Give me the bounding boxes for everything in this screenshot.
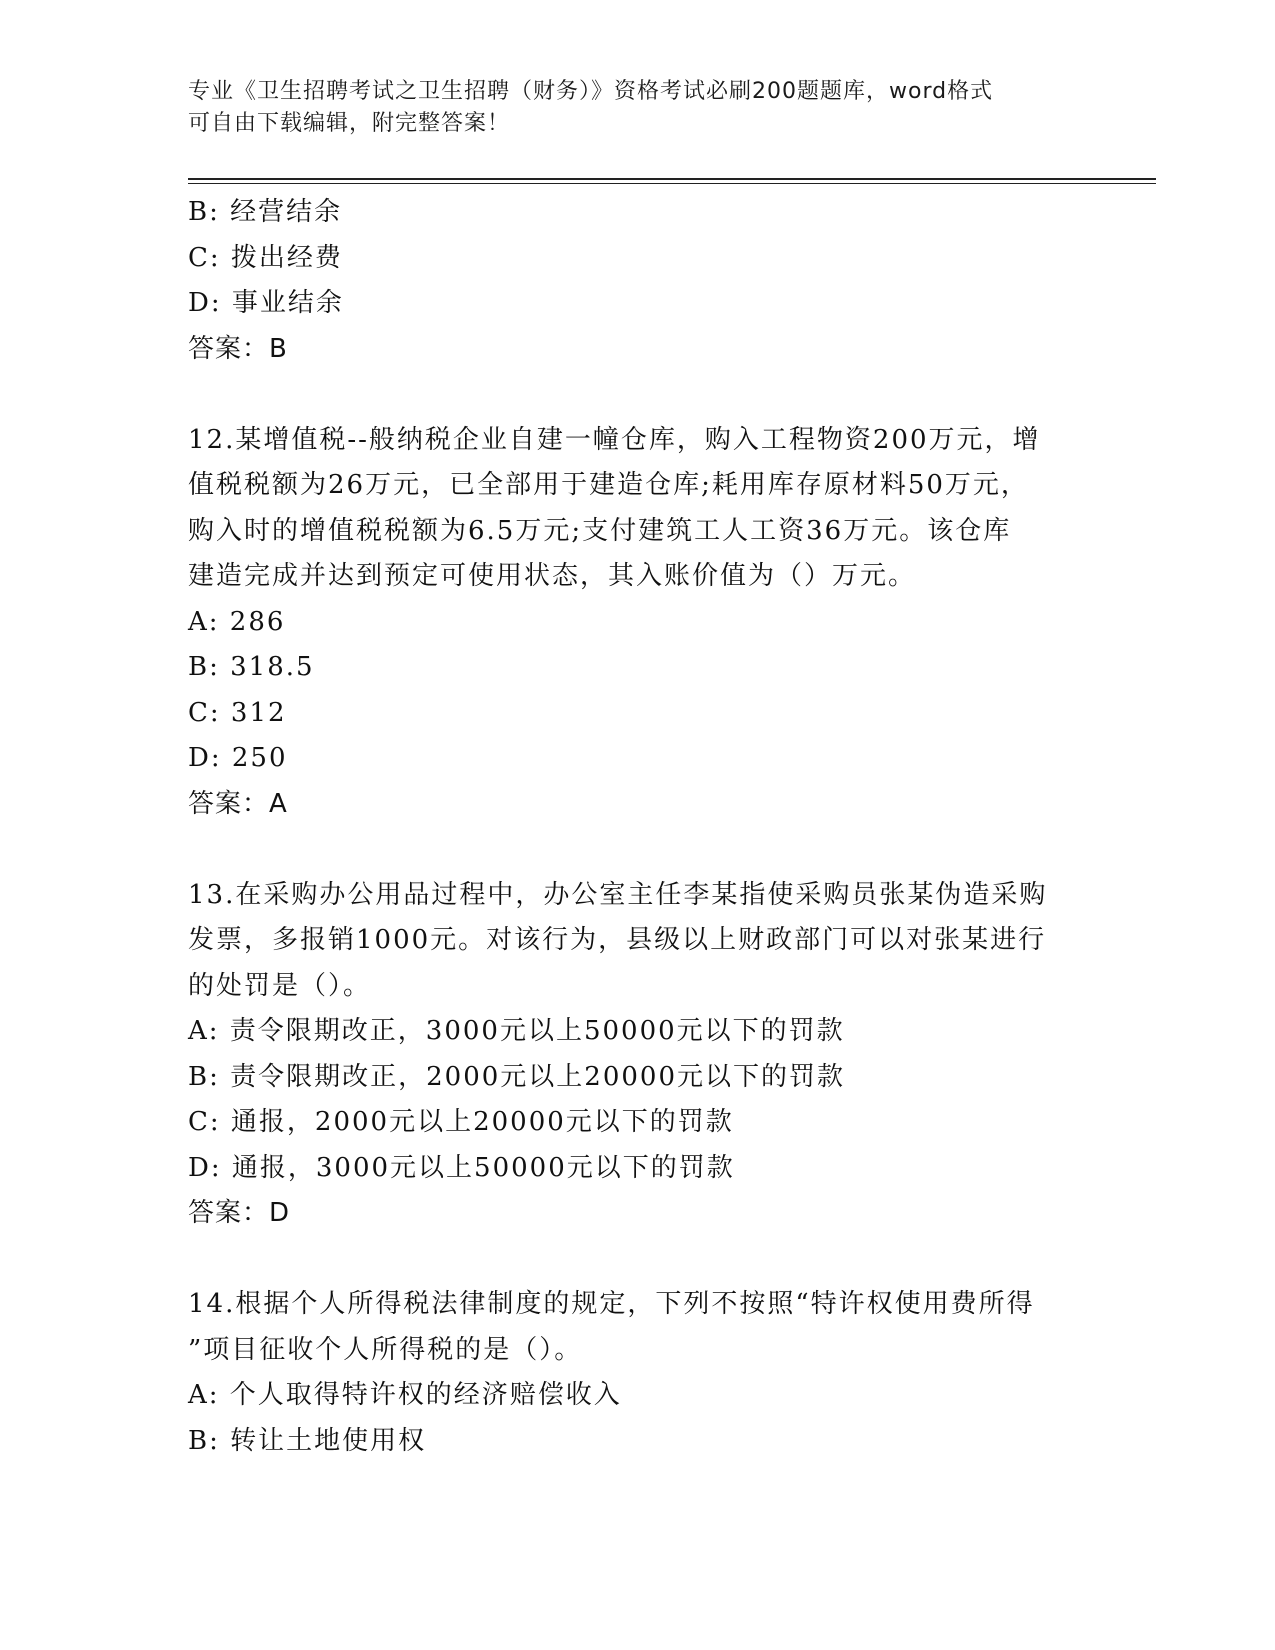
question-stem-line: 12.某增值税--般纳税企业自建一幢仓库，购入工程物资200万元，增 — [188, 424, 1041, 455]
question-stem-line: 值税税额为26万元，已全部用于建造仓库;耗用库存原材料50万元， — [188, 470, 1029, 500]
question-stem-line: 购入时的增值税税额为6.5万元;支付建筑工人工资36万元。该仓库 — [188, 515, 1012, 546]
question-stem-line: 建造完成并达到预定可使用状态，其入账价值为（）万元。 — [188, 561, 917, 591]
header-divider-thin — [188, 183, 1156, 184]
option-c: C: 拨出经费 — [188, 242, 343, 273]
question-14 — [188, 1282, 1088, 1464]
document-header — [188, 76, 1088, 140]
option-c: C: 312 — [188, 697, 287, 728]
question-13 — [188, 873, 1088, 1237]
option-b: B: 责令限期改正，2000元以上20000元以下的罚款 — [188, 1061, 846, 1092]
question-11-tail — [188, 190, 1088, 372]
option-d: D: 250 — [188, 743, 288, 773]
header-divider-thick — [188, 178, 1156, 180]
option-b: B: 318.5 — [188, 652, 315, 682]
option-a: A: 个人取得特许权的经济赔偿收入 — [188, 1380, 622, 1410]
option-c: C: 通报，2000元以上20000元以下的罚款 — [188, 1107, 734, 1137]
option-d: D: 事业结余 — [188, 288, 344, 318]
option-a: A: 责令限期改正，3000元以上50000元以下的罚款 — [188, 1016, 845, 1046]
option-b: B: 转让土地使用权 — [188, 1425, 427, 1456]
question-stem-line: 13.在采购办公用品过程中，办公室主任李某指使采购员张某伪造采购 — [188, 879, 1048, 910]
option-d: D: 通报，3000元以上50000元以下的罚款 — [188, 1152, 735, 1183]
answer-line: 答案：A — [188, 788, 288, 819]
header-line-2: 可自由下载编辑，附完整答案！ — [188, 111, 511, 136]
document-body — [188, 190, 1088, 1464]
question-12 — [188, 418, 1088, 828]
option-b: B: 经营结余 — [188, 197, 343, 227]
question-stem-line: ”项目征收个人所得税的是（）。 — [188, 1334, 583, 1365]
header-line-1: 专业《卫生招聘考试之卫生招聘（财务）》资格考试必刷200题题库，word格式 — [188, 79, 994, 104]
answer-line: 答案：B — [188, 333, 288, 364]
option-a: A: 286 — [188, 606, 286, 637]
question-stem-line: 的处罚是（）。 — [188, 970, 372, 1001]
answer-line: 答案：D — [188, 1198, 291, 1228]
question-stem-line: 发票，多报销1000元。对该行为，县级以上财政部门可以对张某进行 — [188, 925, 1047, 955]
question-stem-line: 14.根据个人所得税法律制度的规定，下列不按照“特许权使用费所得 — [188, 1289, 1035, 1319]
